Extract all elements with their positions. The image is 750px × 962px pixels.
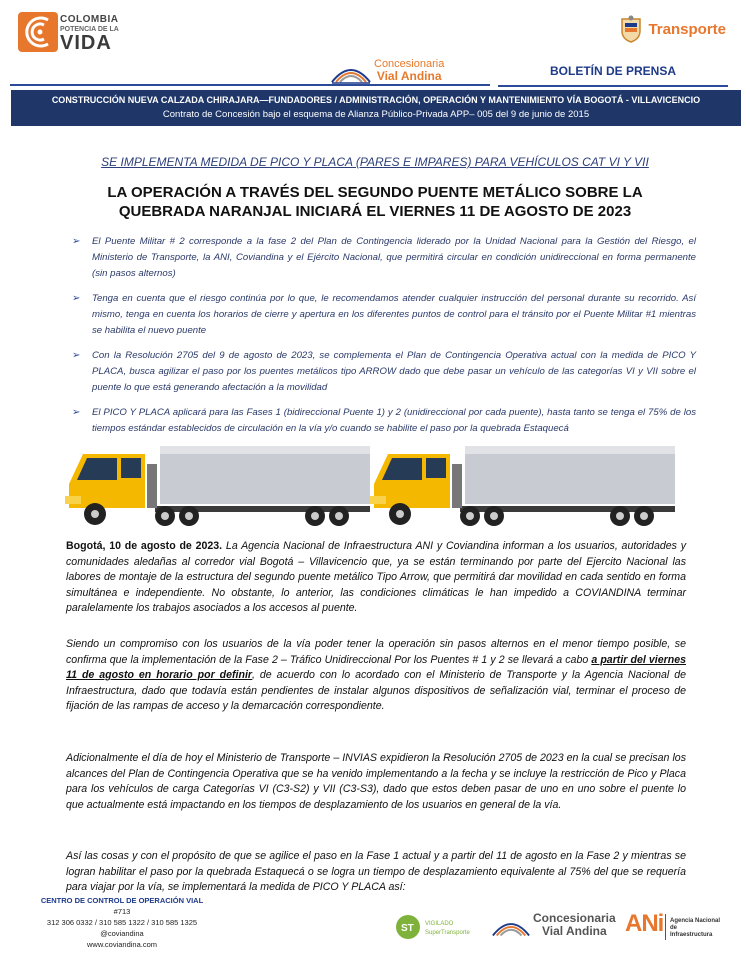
cva-foot-line2: Vial Andina bbox=[542, 924, 607, 938]
highlighted-date: a partir del viernes 11 de agosto en horario por definir bbox=[66, 653, 686, 681]
footer-logos bbox=[395, 908, 725, 948]
truck-icon bbox=[370, 444, 675, 532]
cva-line2: Vial Andina bbox=[376, 69, 442, 83]
bullet-list bbox=[72, 234, 696, 446]
header-divider bbox=[10, 84, 490, 86]
website: www.coviandina.com bbox=[86, 940, 158, 949]
cva-line1: Concesionaria bbox=[374, 58, 445, 70]
transporte-label: Transporte bbox=[648, 20, 726, 38]
phone-numbers: 312 306 0332 / 310 585 1322 / 310 585 1325 bbox=[46, 918, 198, 927]
arrow-bullet-icon: ➢ bbox=[72, 407, 81, 418]
transporte-logo bbox=[618, 14, 726, 44]
band-line2: Contrato de Concesión bajo el esquema de Alianza Público-Privada APP– 005 del 9 de junio de 2015 bbox=[162, 109, 590, 120]
bullet-item: ➢ Tenga en cuenta que el riesgo continúa por lo que, le recomendamos atender cualquier instrucción del personal durante su recorrido. Así mismo, tenga en cuenta los horarios de cierre y apertura en los diferentes puntos de control para el tránsito por el Puente Militar #1 mientras se habilita el nuevo puente bbox=[72, 293, 696, 336]
arrow-bullet-icon: ➢ bbox=[72, 236, 81, 247]
bridge-arc-icon bbox=[491, 910, 531, 940]
bullet-item: ➢ Con la Resolución 2705 del 9 de agosto de 2023, se complementa el Plan de Contingencia Operativa actual con la medida de PICO Y PLACA, busca agilizar el paso por los puentes metálicos tipo ARROW dado que debe pasar un vehículo de las categorías VI y VII sobre el puente lo que está generando afectación a la movilidad bbox=[72, 350, 696, 393]
truck-icon bbox=[65, 444, 370, 532]
cva-foot-line1: Concesionaria bbox=[533, 911, 616, 925]
headline: LA OPERACIÓN A TRAVÉS DEL SEGUNDO PUENTE METÁLICO SOBRE LA QUEBRADA NARANJAL INICIARÁ EL VIERNES 11 DE AGOSTO DE 2023 bbox=[107, 184, 643, 220]
colombia-mark-icon bbox=[18, 12, 58, 52]
arrow-bullet-icon: ➢ bbox=[72, 293, 81, 304]
colombia-line3: VIDA bbox=[60, 32, 112, 54]
st-label: VIGILADO bbox=[425, 921, 454, 927]
arrow-bullet-icon: ➢ bbox=[72, 350, 81, 361]
ani-big: ANi bbox=[625, 910, 664, 937]
footer-contact bbox=[22, 895, 222, 950]
project-band bbox=[11, 90, 741, 126]
bridge-arc-icon bbox=[330, 56, 372, 86]
header bbox=[0, 0, 750, 92]
st-label2: SuperTransporte bbox=[425, 930, 470, 936]
ani-logo bbox=[625, 910, 725, 944]
subtitle: SE IMPLEMENTA MEDIDA DE PICO Y PLACA (PARES E IMPARES) PARA VEHÍCULOS CAT VI Y VII bbox=[101, 155, 649, 169]
dateline: Bogotá, 10 de agosto de 2023. bbox=[66, 540, 223, 552]
concesionaria-footer-logo bbox=[491, 910, 621, 944]
paragraph-4: Así las cosas y con el propósito de que se agilice el paso en la Fase 1 actual y a partir del 11 de agosto en la Fase 2 y mientras se logran habilitar el paso por la quebrada Estaquecá o se logra un tiempo de desplazamiento equivalente al 75% del que se requería para viajar por la vía, se implementará la medida de PICO Y PLACA así: bbox=[66, 850, 686, 893]
colombia-logo bbox=[18, 12, 128, 54]
paragraph-3: Adicionalmente el día de hoy el Ministerio de Transporte – INVIAS expidieron la Resolución 2705 de 2023 en la cual se precisan los alcances del Plan de Contingencia Operativa que se ha venido implementando a la fecha y se incluye la restricción de Pico y Placa para los vehículos de carga Categorías VI (C3-S2) y VII (C3-S3), dado que estos deben pasar de uno en uno sobre el puente lo que actualmente está impactando en los tiempos de desplazamiento de los usuarios en general de la vía. bbox=[66, 752, 686, 811]
colombia-line1: COLOMBIA bbox=[60, 14, 119, 25]
paragraph-2: Siendo un compromiso con los usuarios de la vía poder tener la operación sin pasos alternos en el menor tiempo posible, se confirma que la implementación de la Fase 2 – Tráfico Unidireccional Por los Puentes # 1 y 2 se llevará a cabo a partir del viernes 11 de agosto en horario por definir, de acuerdo con lo acordado con el Ministerio de Transporte y la Agencia Nacional de Infraestructura, dado que todavía están pendientes de instalar algunos dispositivos de señalización vial, terminar el proceso de fijación de las rampas de acceso y la demarcación correspondiente. bbox=[66, 638, 686, 712]
phone-short: #713 bbox=[113, 907, 131, 916]
bullet-item: ➢ El PICO Y PLACA aplicará para las Fases 1 (bidireccional Puente 1) y 2 (unidireccional por cada puente), hasta tanto se tenga el 75% de los tiempos estándar establecidos de circulación en la vía y/o cuando se habilite el paso por la quebrada Estaquecá bbox=[72, 407, 696, 434]
svg-text:ST: ST bbox=[401, 923, 414, 934]
ani-small1: Agencia Nacional de bbox=[670, 918, 721, 931]
ani-small2: Infraestructura bbox=[670, 932, 713, 938]
bullet-item: ➢ El Puente Militar # 2 corresponde a la fase 2 del Plan de Contingencia liderado por la Unidad Nacional para la Gestión del Riesgo, el Ministerio de Transporte, la ANI, Coviandina y el Ejército Nacional, que permitirá circular en condición unidireccional en forma permanente (sin pasos alternos) bbox=[72, 236, 696, 279]
social-handle: @coviandina bbox=[100, 929, 144, 938]
colombia-line2: POTENCIA DE LA bbox=[60, 26, 119, 33]
boletin-label: BOLETÍN DE PRENSA bbox=[498, 57, 728, 87]
control-center-title: CENTRO DE CONTROL DE OPERACIÓN VIAL bbox=[40, 896, 204, 905]
coat-of-arms-icon bbox=[618, 15, 644, 43]
band-line1: CONSTRUCCIÓN NUEVA CALZADA CHIRAJARA—FUNDADORES / ADMINISTRACIÓN, OPERACIÓN Y MANTENIMIENTO VÍA BOGOTÁ - VILLAVICENCIO bbox=[51, 95, 701, 105]
supertransporte-logo bbox=[395, 912, 490, 942]
paragraph-1: Bogotá, 10 de agosto de 2023. La Agencia Nacional de Infraestructura ANI y Coviandina informan a los usuarios, autoridades y comunidades aledañas al corredor vial Bogotá – Villavicencio que, ya se están terminando por parte del Ejercito Nacional las labores de montaje de la estructura del segundo puente metálico Tipo Arrow, que permitirá dar movilidad en cada sentido en forma simultánea e independiente. No obstante, lo anterior, las condiciones climáticas le han impedido a COVIANDINA terminar paralelamente los trabajos asociados a los accesos al puente. bbox=[66, 540, 687, 614]
